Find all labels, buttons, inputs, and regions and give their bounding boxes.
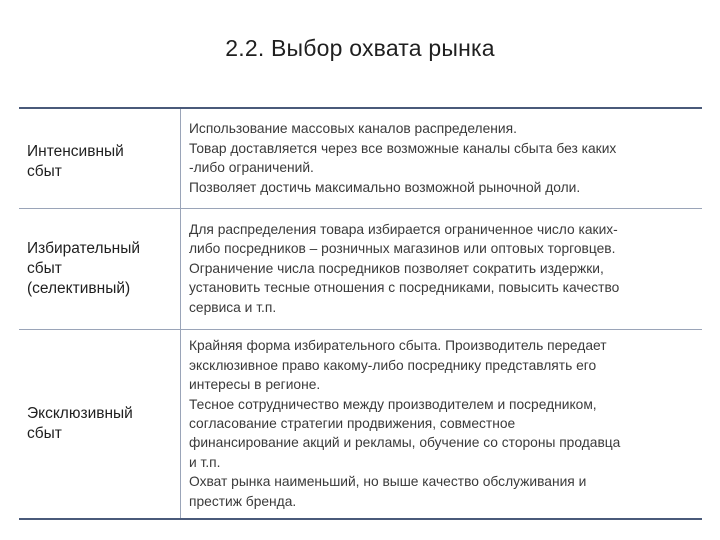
row-label [19,108,181,208]
desc-line: Использование массовых каналов распределения. [189,121,517,137]
row-description [181,208,703,329]
desc-line: Крайняя форма избирательного сбыта. Производитель передает [189,338,607,354]
desc-line: и т.п. [189,454,221,470]
label-line: Избирательный [27,239,141,257]
desc-line: Ограничение числа посредников позволяет сократить издержки, [189,260,604,276]
label-line: сбыт [27,424,62,442]
desc-line: -либо ограничений. [189,160,314,176]
table-row-exclusive [19,329,702,519]
label-line: Эксклюзивный [27,404,133,422]
row-label [19,329,181,519]
row-label [19,208,181,329]
label-line: Интенсивный [27,143,124,161]
desc-line: Тесное сотрудничество между производителем и посредником, [189,396,597,412]
label-line: сбыт [27,259,62,277]
row-description [181,329,703,519]
desc-line: согласование стратегии продвижения, совместное [189,416,516,432]
label-line: (селективный) [27,279,131,297]
desc-line: интересы в регионе. [189,377,321,393]
desc-line: Товар доставляется через все возможные каналы сбыта без каких [189,140,617,156]
desc-line: Охват рынка наименьший, но выше качество обслуживания и [189,474,587,490]
table-row-selective [19,208,702,329]
desc-line: сервиса и т.п. [189,299,277,315]
desc-line: либо посредников – розничных магазинов или оптовых торговцев. [189,241,616,257]
desc-line: престиж бренда. [189,493,297,509]
desc-line: Для распределения товара избирается ограниченное число каких- [189,221,618,237]
desc-line: финансирование акций и рекламы, обучение со стороны продавца [189,435,621,451]
slide-title: 2.2. Выбор охвата рынка [225,35,495,61]
label-line: сбыт [27,163,62,181]
distribution-table [19,107,702,520]
desc-line: Позволяет достичь максимально возможной рыночной доли. [189,179,581,195]
row-description [181,108,703,208]
desc-line: установить тесные отношения с посредниками, повысить качество [189,280,620,296]
desc-line: эксклюзивное право какому-либо посреднику представлять его [189,357,597,373]
table-row-intensive [19,108,702,208]
